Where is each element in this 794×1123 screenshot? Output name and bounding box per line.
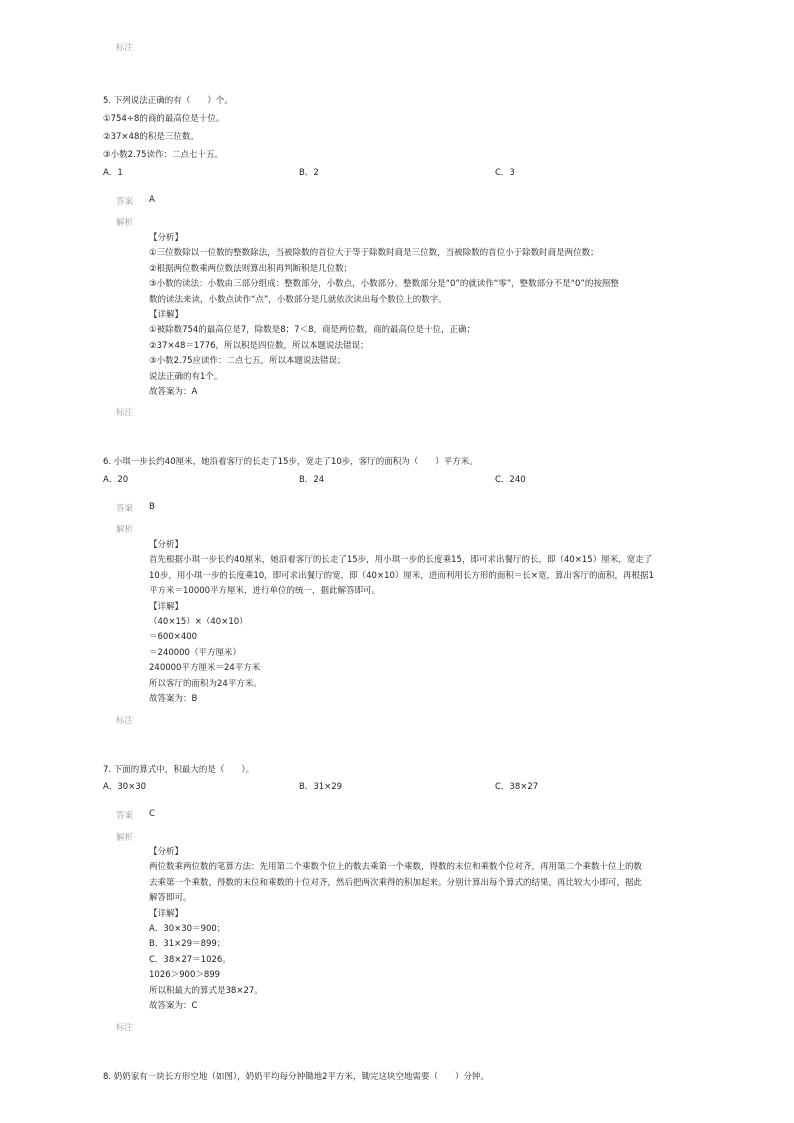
option-c: C．3 bbox=[495, 168, 515, 178]
question-5-statement: ③小数2.75读作：二点七十五。 bbox=[103, 150, 224, 160]
analysis-line: ＝600×400 bbox=[149, 632, 198, 643]
option-c: C．240 bbox=[495, 475, 526, 485]
analysis-line: 说法正确的有1个。 bbox=[149, 371, 223, 382]
biaozhu-label: 标注 bbox=[116, 408, 134, 418]
analysis-line: 平方米＝10000平方厘米，进行单位的统一，据此解答即可。 bbox=[149, 586, 381, 597]
analysis-line: 首先根据小琪一步长约40厘米，她沿着客厅的长走了15步，用小琪一步的长度乘15，即可求出餐厅的长，即（40×15）厘米，宽走了 bbox=[149, 555, 653, 566]
analysis-line: 故答案为：B bbox=[149, 694, 198, 705]
analysis-line: ②根据两位数乘两位数法则算出积再判断积是几位数； bbox=[149, 263, 353, 274]
analysis-line: 1026＞900＞899 bbox=[149, 970, 221, 981]
question-5-statement: ①754÷8的商的最高位是十位。 bbox=[103, 114, 225, 124]
analysis-line: 故答案为：A bbox=[149, 387, 198, 398]
answer-value: C bbox=[149, 809, 155, 819]
analysis-line: 【详解】 bbox=[149, 601, 184, 612]
analysis-line: 所以积最大的算式是38×27。 bbox=[149, 985, 263, 996]
analysis-line: 所以客厅的面积为24平方米。 bbox=[149, 678, 262, 689]
answer-value: A bbox=[149, 195, 155, 205]
analysis-line: ③小数的读法：小数由三部分组成：整数部分，小数点，小数部分。整数部分是“0”的就读作“零”，整数部分不是“0”的按照整 bbox=[149, 279, 619, 290]
analysis-line: 【分析】 bbox=[149, 233, 184, 243]
question-7-analysis bbox=[149, 845, 689, 1014]
analysis-line: A．30×30＝900； bbox=[149, 924, 226, 935]
option-a: A．20 bbox=[103, 475, 129, 485]
question-8-stem: 8. 奶奶家有一块长方形空地（如图），奶奶平均每分钟锄地2平方米，锄完这块空地需要（ ）分钟。 bbox=[103, 1072, 489, 1082]
question-5-stem: 5. 下列说法正确的有（ ）个。 bbox=[103, 96, 233, 106]
analysis-line: 故答案为：C bbox=[149, 1001, 198, 1012]
option-b: B．31×29 bbox=[299, 782, 343, 792]
option-a: A．1 bbox=[103, 168, 123, 178]
analysis-label: 解析 bbox=[116, 525, 134, 535]
analysis-line: 10步，用小琪一步的长度乘10，即可求出餐厅的宽，即（40×10）厘米，进而利用长方形的面积＝长×宽，算出客厅的面积，再根据1 bbox=[149, 570, 654, 581]
analysis-line: 【分析】 bbox=[149, 540, 184, 550]
question-7-stem: 7. 下面的算式中，积最大的是（ ）。 bbox=[103, 765, 255, 775]
answer-label: 答案 bbox=[116, 504, 134, 514]
biaozhu-label: 标注 bbox=[116, 43, 134, 53]
analysis-line: 240000平方厘米＝24平方米 bbox=[149, 663, 261, 674]
analysis-line: 【分析】 bbox=[149, 847, 184, 857]
question-6-analysis bbox=[149, 538, 689, 707]
analysis-line: 两位数乘两位数的笔算方法：先用第二个乘数个位上的数去乘第一个乘数，得数的末位和乘数个位对齐，再用第二个乘数十位上的数 bbox=[149, 862, 643, 873]
analysis-line: ②37×48＝1776，所以积是四位数，所以本题说法错误； bbox=[149, 340, 369, 351]
analysis-line: 【详解】 bbox=[149, 908, 184, 919]
analysis-line: B．31×29＝899； bbox=[149, 939, 226, 950]
question-5-analysis bbox=[149, 231, 689, 400]
option-b: B．2 bbox=[299, 168, 319, 178]
question-6-stem: 6. 小琪一步长约40厘米，她沿着客厅的长走了15步，宽走了10步，客厅的面积为（ ）平方米。 bbox=[103, 457, 478, 467]
biaozhu-label: 标注 bbox=[116, 1023, 134, 1033]
option-c: C．38×27 bbox=[495, 782, 539, 792]
option-b: B．24 bbox=[299, 475, 325, 485]
analysis-line: C．38×27＝1026。 bbox=[149, 954, 231, 965]
analysis-line: （40×15）×（40×10） bbox=[149, 617, 248, 628]
analysis-label: 解析 bbox=[116, 833, 134, 843]
answer-label: 答案 bbox=[116, 197, 134, 207]
analysis-line: 解答即可。 bbox=[149, 893, 192, 904]
analysis-line: ＝240000（平方厘米） bbox=[149, 647, 241, 658]
answer-value: B bbox=[149, 502, 155, 512]
analysis-line: ①被除数754的最高位是7，除数是8；7＜8，商是两位数，商的最高位是十位，正确； bbox=[149, 325, 475, 336]
analysis-line: 数的读法来读，小数点读作“点”，小数部分是几就依次读出每个数位上的数字。 bbox=[149, 294, 447, 305]
analysis-label: 解析 bbox=[116, 218, 134, 228]
analysis-line: 【详解】 bbox=[149, 310, 184, 321]
analysis-line: ③小数2.75应读作：二点七五，所以本题说法错误； bbox=[149, 356, 346, 367]
biaozhu-label: 标注 bbox=[116, 716, 134, 726]
answer-label: 答案 bbox=[116, 811, 134, 821]
analysis-line: 去乘第一个乘数，得数的末位和乘数的十位对齐，然后把两次乘得的积加起来。分别计算出每个算式的结果，再比较大小即可，据此 bbox=[149, 877, 643, 888]
option-a: A．30×30 bbox=[103, 782, 147, 792]
analysis-line: ①三位数除以一位数的整数除法，当被除数的首位大于等于除数时商是三位数，当被除数的首位小于除数时商是两位数； bbox=[149, 248, 599, 259]
question-5-statement: ②37×48的积是三位数。 bbox=[103, 132, 199, 142]
